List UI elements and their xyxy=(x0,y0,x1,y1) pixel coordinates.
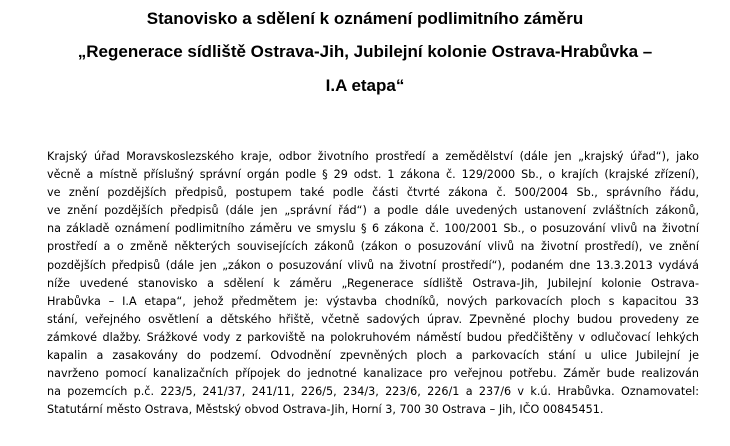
body-line: kapalin a zasakovány do podzemí. Odvodnění zpevněných ploch a parkovacích stání u ulice Jubilejní je xyxy=(47,349,699,363)
body-line: stání, veřejného osvětlení a dětského hřiště, včetně sadových úprav. Zpevněné plochy budou provedeny ze xyxy=(47,312,699,326)
body-line: Hrabůvka – I.A etapa“, jehož předmětem je: výstavba chodníků, nových parkovacích ploch s kapacitou 33 xyxy=(47,294,699,308)
body-line: Statutární město Ostrava, Městský obvod Ostrava-Jih, Horní 3, 700 30 Ostrava – Jih, IČO 00845451. xyxy=(47,403,604,417)
body-line: Krajský úřad Moravskoslezského kraje, odbor životního prostředí a zemědělství (dále jen „krajský úřad“), jako xyxy=(47,150,699,163)
title-line-3: I.A etapa“ xyxy=(325,76,405,95)
title-line-1: Stanovisko a sdělení k oznámení podlimitního záměru xyxy=(146,9,584,28)
body-line: níže uvedené stanovisko a sdělení k záměru „Regenerace sídliště Ostrava-Jih, Jubilejní kolonie Ostrava- xyxy=(47,276,699,290)
body-line: věcně a místně příslušný správní orgán podle § 29 odst. 1 zákona č. 129/2000 Sb., o krajích (krajské zřízení), xyxy=(47,168,699,182)
body-line: ve znění pozdějších předpisů, postupem také podle části čtvrté zákona č. 500/2004 Sb., správního řádu, xyxy=(47,186,699,200)
body-line: prostředí a o změně některých souvisejících zákonů (zákon o posuzování vlivů na životní prostředí), ve znění xyxy=(47,240,699,254)
body-line: pozdějších předpisů (dále jen „zákon o posuzování vlivů na životní prostředí“), podaném dne 13.3.2013 vydává xyxy=(47,258,699,272)
title-line-2: „Regenerace sídliště Ostrava-Jih, Jubilejní kolonie Ostrava-Hrabůvka – xyxy=(77,42,653,61)
body-line: na základě oznámení podlimitního záměru ve smyslu § 6 zákona č. 100/2001 Sb., o posuzování vlivů na životní xyxy=(47,222,699,236)
body-line: navrženo pomocí kanalizačních přípojek do jednotné kanalizace pro veřejnou potřebu. Záměr bude realizován xyxy=(47,367,699,381)
body-line: na pozemcích p.č. 223/5, 241/37, 241/11, 226/5, 234/3, 223/6, 226/1 a 237/6 v k.ú. Hrabůvka. Oznamovatel: xyxy=(47,385,699,399)
body-line: zámkové dlažby. Srážkové vody z parkoviště na polokruhovém náměstí budou předčištěny v odlučovací lehkých xyxy=(47,330,699,344)
body-line: ve znění pozdějších předpisů (dále jen „správní řád“) a podle dále uvedených ustanovení zvláštních zákonů, xyxy=(47,204,699,218)
body-paragraph xyxy=(47,148,699,419)
